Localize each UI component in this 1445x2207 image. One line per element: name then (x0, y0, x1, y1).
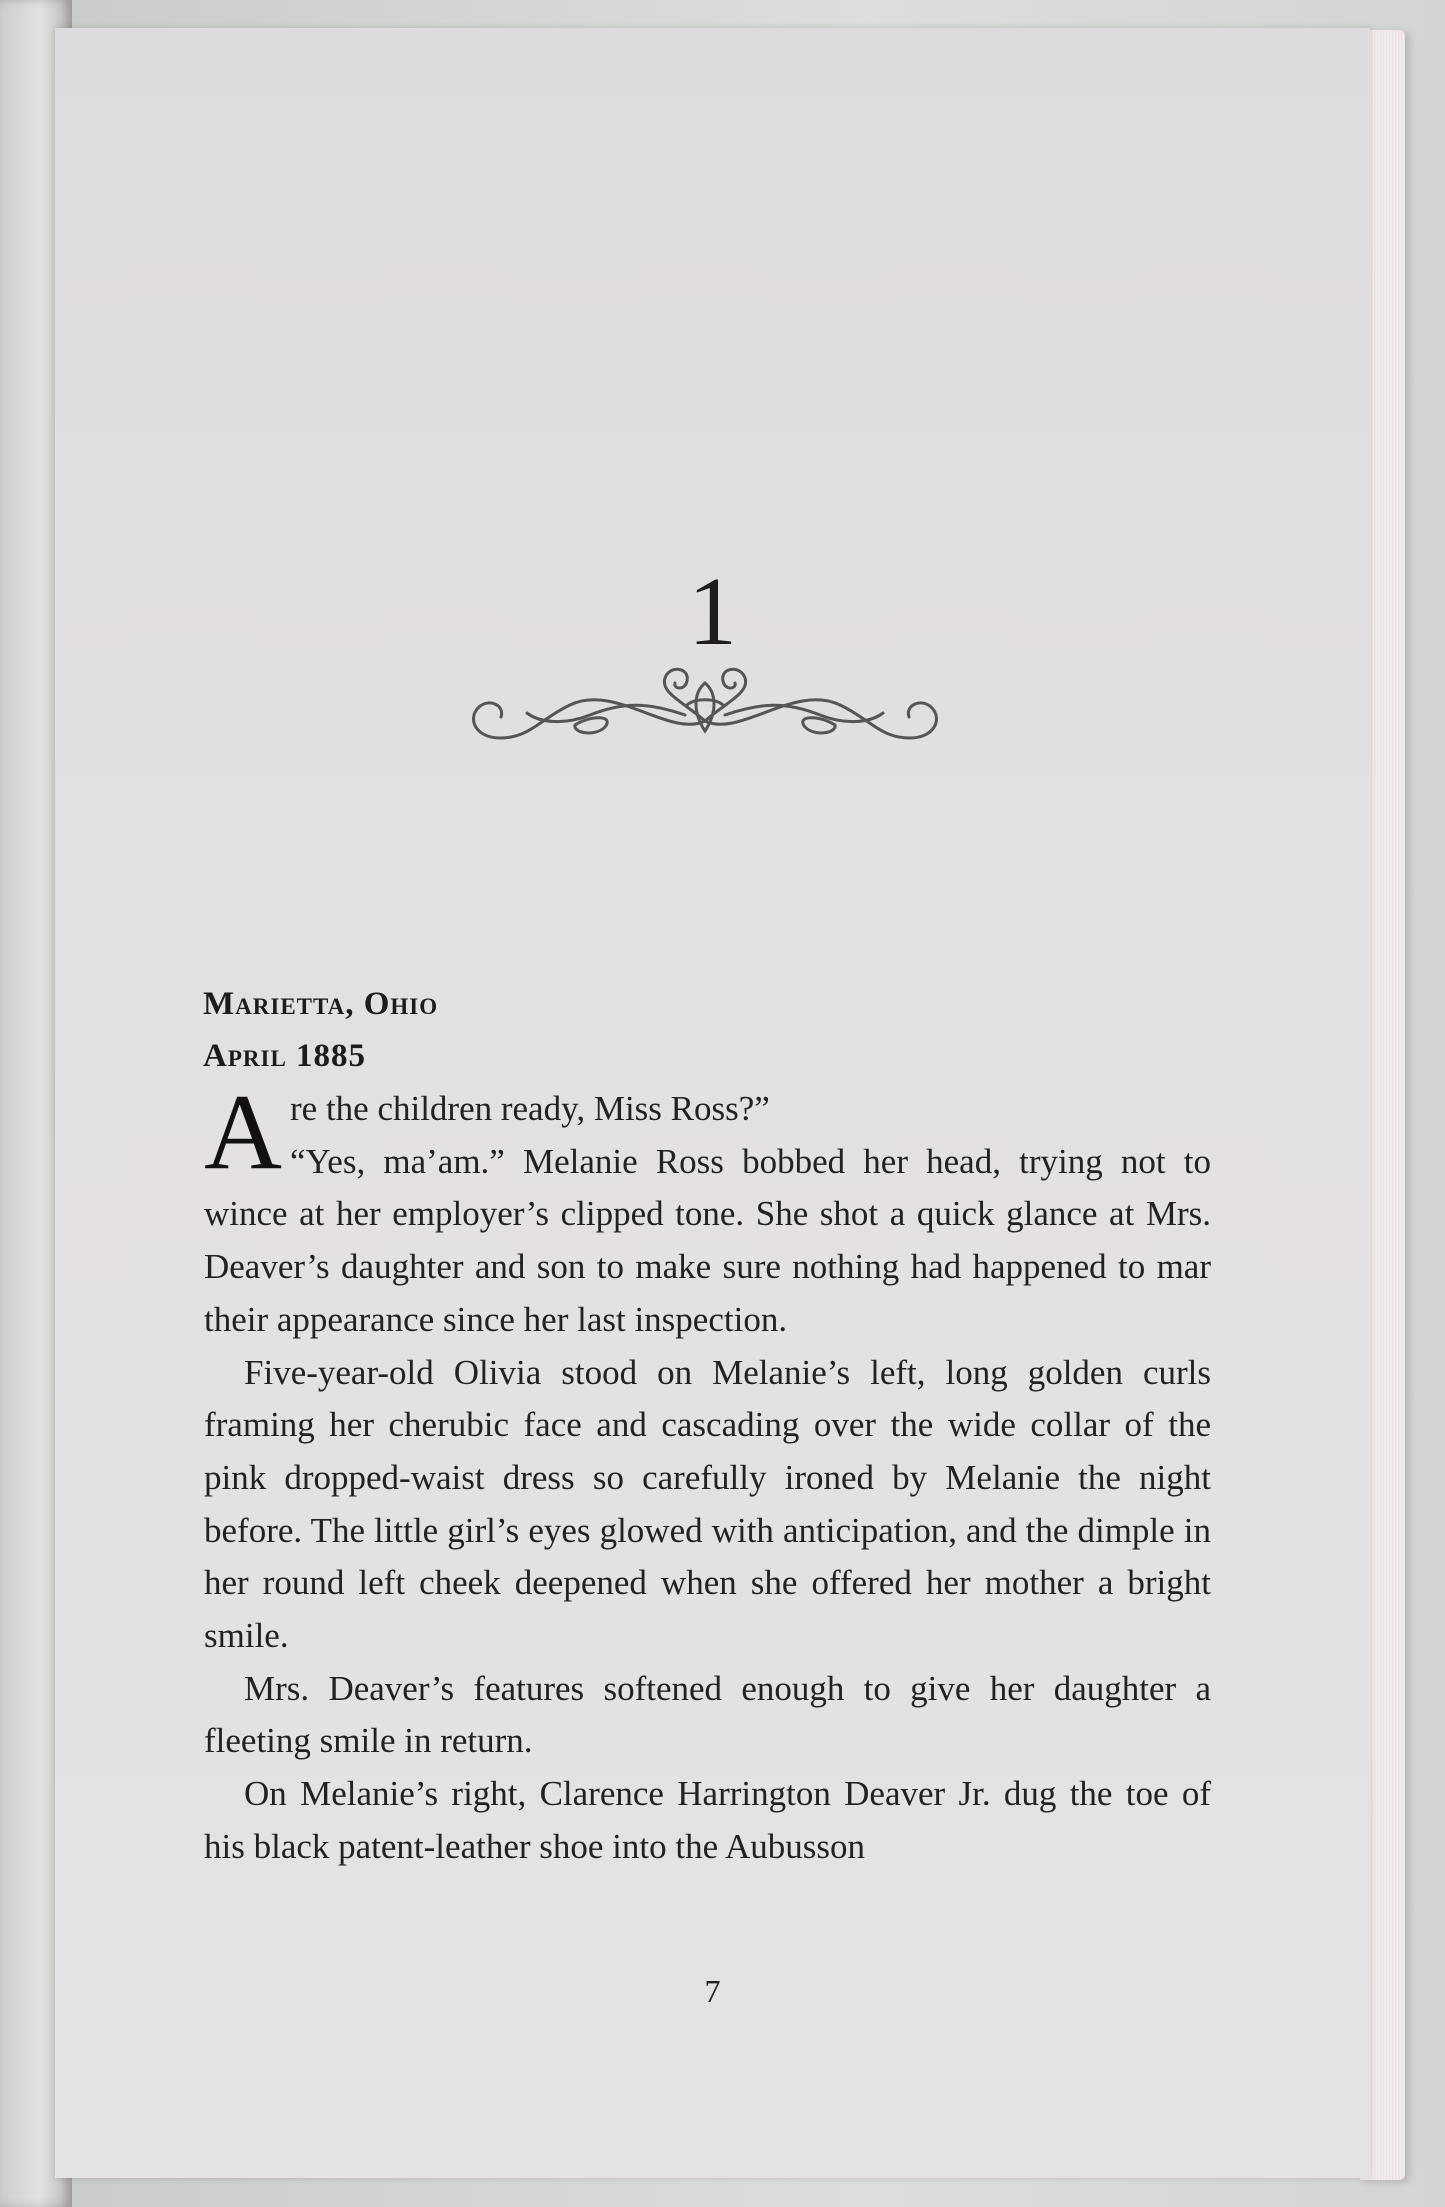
paragraph: “Yes, ma’am.” Melanie Ross bobbed her head, trying not to wince at her employer’s clipped tone. She shot a quick glance at Mrs. Deaver’s daughter and son to make sure nothing had happened to mar their appearance since her last inspection. (204, 1141, 1211, 1339)
book-page (55, 28, 1370, 2178)
paragraph: Five-year-old Olivia stood on Melanie’s left, long golden curls framing her cherubic face and cascading over the wide collar of the pink dropped-waist dress so carefully ironed by Melanie the night before. The little girl’s eyes glowed with anticipation, and the dimple in her round left cheek deepened when she offered her mother a bright smile. (204, 1352, 1211, 1656)
chapter-location (203, 978, 438, 1082)
location-place: Marietta, Ohio (203, 986, 439, 1022)
paragraph-text: re the children ready, Miss Ross?” (290, 1089, 770, 1128)
ornament-flourish-icon (455, 643, 955, 763)
paragraph: Mrs. Deaver’s features softened enough to give her daughter a fleeting smile in return. (204, 1668, 1211, 1761)
paragraph: On Melanie’s right, Clarence Harrington Deaver Jr. dug the toe of his black patent-leather shoe into the Aubusson (204, 1774, 1211, 1866)
location-date: April 1885 (203, 1038, 367, 1074)
drop-cap: A (204, 1073, 282, 1192)
paragraph (204, 1073, 1211, 1192)
page-number: 7 (704, 1973, 721, 2009)
chapter-body-text (204, 1073, 1211, 1874)
chapter-number: 1 (688, 558, 737, 666)
